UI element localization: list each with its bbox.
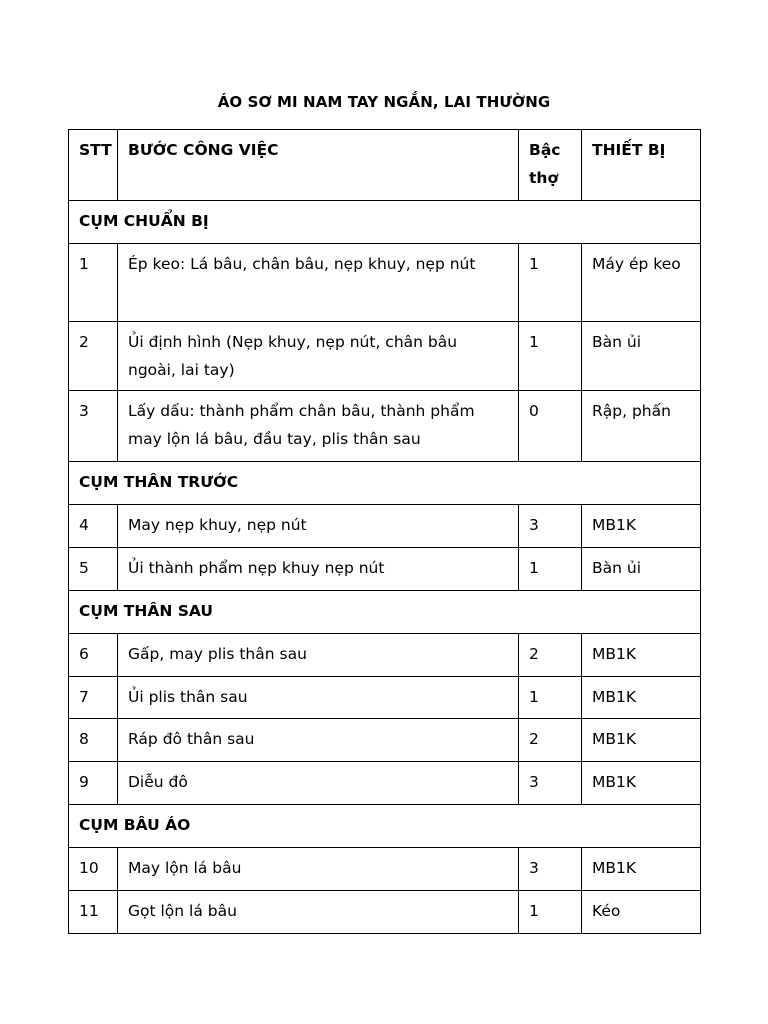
header-stt: STT: [69, 130, 118, 201]
cell-level: 1: [519, 677, 582, 719]
cell-equipment: Rập, phấn: [582, 391, 701, 462]
table-row: [69, 548, 701, 591]
cell-equipment: Máy ép keo: [582, 244, 701, 322]
cell-level: 1: [519, 244, 582, 322]
cell-level: 3: [519, 762, 582, 805]
group-row: [69, 462, 701, 505]
cell-level: 2: [519, 719, 582, 762]
cell-step: Gấp, may plis thân sau: [118, 634, 519, 677]
header-step: BƯỚC CÔNG VIỆC: [118, 130, 519, 201]
cell-step: Lấy dấu: thành phẩm chân bâu, thành phẩm may lộn lá bâu, đầu tay, plis thân sau: [118, 391, 519, 462]
cell-equipment: Bàn ủi: [582, 322, 701, 391]
cell-stt: 8: [69, 719, 118, 762]
cell-level: 2: [519, 634, 582, 677]
group-row: [69, 201, 701, 244]
cell-step: May lộn lá bâu: [118, 848, 519, 891]
group-title: CỤM THÂN TRƯỚC: [69, 462, 701, 505]
cell-equipment: MB1K: [582, 848, 701, 891]
cell-step: Ủi thành phẩm nẹp khuy nẹp nút: [118, 548, 519, 591]
cell-stt: 3: [69, 391, 118, 462]
table-row: [69, 322, 701, 391]
group-row: [69, 805, 701, 848]
cell-equipment: MB1K: [582, 505, 701, 548]
cell-step: Ép keo: Lá bâu, chân bâu, nẹp khuy, nẹp nút: [118, 244, 519, 322]
cell-stt: 7: [69, 677, 118, 719]
table-row: [69, 719, 701, 762]
table-row: [69, 762, 701, 805]
cell-level: 1: [519, 322, 582, 391]
cell-level: 1: [519, 548, 582, 591]
cell-stt: 10: [69, 848, 118, 891]
table-row: [69, 677, 701, 719]
cell-step: Diễu đô: [118, 762, 519, 805]
group-title: CỤM CHUẨN BỊ: [69, 201, 701, 244]
table-row: [69, 505, 701, 548]
table-header-row: [69, 130, 701, 201]
table-row: [69, 634, 701, 677]
cell-equipment: MB1K: [582, 677, 701, 719]
cell-equipment: MB1K: [582, 719, 701, 762]
cell-step: Gọt lộn lá bâu: [118, 891, 519, 934]
group-row: [69, 591, 701, 634]
work-steps-table: [68, 129, 701, 934]
cell-stt: 11: [69, 891, 118, 934]
document-title: ÁO SƠ MI NAM TAY NGẮN, LAI THƯỜNG: [217, 93, 551, 111]
table-row: [69, 848, 701, 891]
cell-level: 3: [519, 505, 582, 548]
cell-stt: 9: [69, 762, 118, 805]
cell-stt: 1: [69, 244, 118, 322]
cell-step: Ủi plis thân sau: [118, 677, 519, 719]
table-row: [69, 244, 701, 322]
cell-equipment: Kéo: [582, 891, 701, 934]
cell-equipment: MB1K: [582, 634, 701, 677]
cell-stt: 4: [69, 505, 118, 548]
cell-step: Ủi định hình (Nẹp khuy, nẹp nút, chân bâu ngoài, lai tay): [118, 322, 519, 391]
cell-stt: 6: [69, 634, 118, 677]
table-row: [69, 391, 701, 462]
cell-step: May nẹp khuy, nẹp nút: [118, 505, 519, 548]
cell-level: 1: [519, 891, 582, 934]
group-title: CỤM THÂN SAU: [69, 591, 701, 634]
cell-equipment: Bàn ủi: [582, 548, 701, 591]
cell-equipment: MB1K: [582, 762, 701, 805]
header-level: Bậc thợ: [519, 130, 582, 201]
group-title: CỤM BÂU ÁO: [69, 805, 701, 848]
cell-stt: 2: [69, 322, 118, 391]
table-row: [69, 891, 701, 934]
header-equipment: THIẾT BỊ: [582, 130, 701, 201]
cell-level: 3: [519, 848, 582, 891]
cell-stt: 5: [69, 548, 118, 591]
cell-level: 0: [519, 391, 582, 462]
cell-step: Ráp đô thân sau: [118, 719, 519, 762]
